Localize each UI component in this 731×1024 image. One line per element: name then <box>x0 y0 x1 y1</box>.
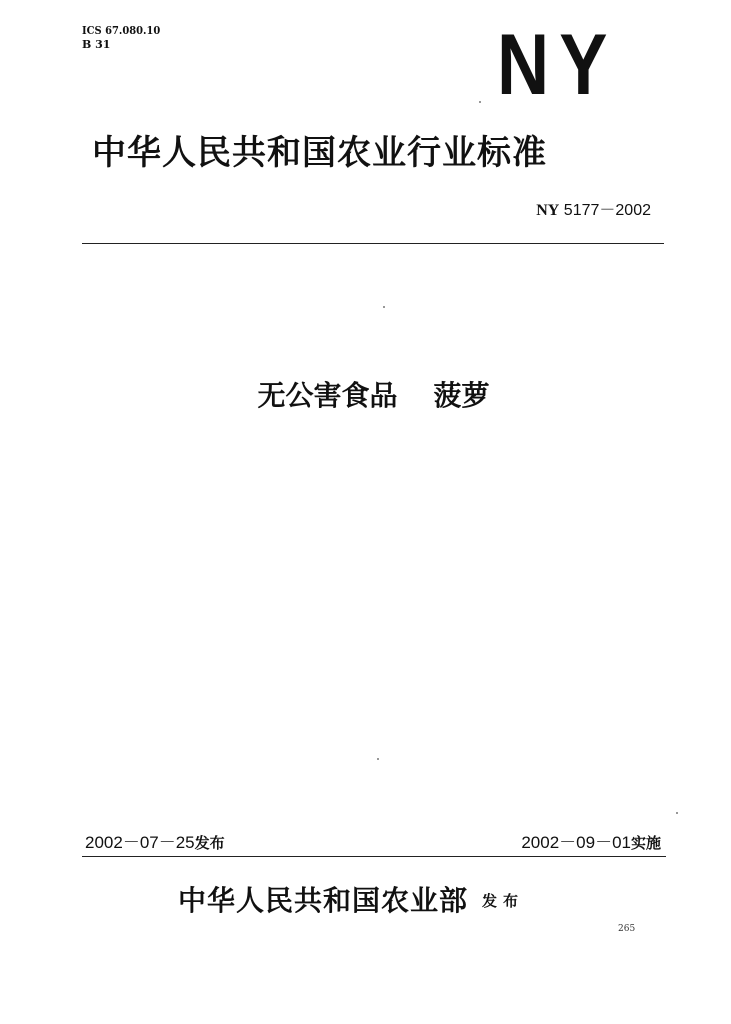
scan-speck <box>377 758 379 760</box>
ccs-code: B 31 <box>82 38 111 51</box>
ics-code: ICS 67.080.10 <box>82 24 161 37</box>
issue-date <box>85 832 225 854</box>
issue-date-value: 2002－07－25 <box>85 833 195 852</box>
implement-date <box>521 832 661 854</box>
standard-mark: NY <box>497 17 618 113</box>
implement-date-label: 实施 <box>630 834 661 852</box>
scan-speck <box>479 101 481 103</box>
document-title <box>8 378 731 414</box>
standard-number-value: 5177－2002 <box>563 202 651 219</box>
publisher-name: 中华人民共和国农业部 <box>178 884 469 917</box>
standard-title: 中华人民共和国农业行业标准 <box>92 133 547 173</box>
page-number: 265 <box>618 924 636 934</box>
document-title-part1: 无公害食品 <box>257 379 398 412</box>
bottom-divider <box>82 856 666 857</box>
publisher <box>178 883 524 919</box>
document-title-part2: 菠萝 <box>433 379 490 412</box>
top-divider <box>82 243 664 244</box>
implement-date-value: 2002－09－01 <box>521 833 631 852</box>
publisher-verb: 发布 <box>482 892 525 910</box>
standard-number <box>536 201 651 221</box>
scan-speck <box>676 812 678 814</box>
scan-speck <box>383 306 385 308</box>
issue-date-label: 发布 <box>194 834 225 852</box>
standard-number-prefix: NY <box>536 202 560 219</box>
